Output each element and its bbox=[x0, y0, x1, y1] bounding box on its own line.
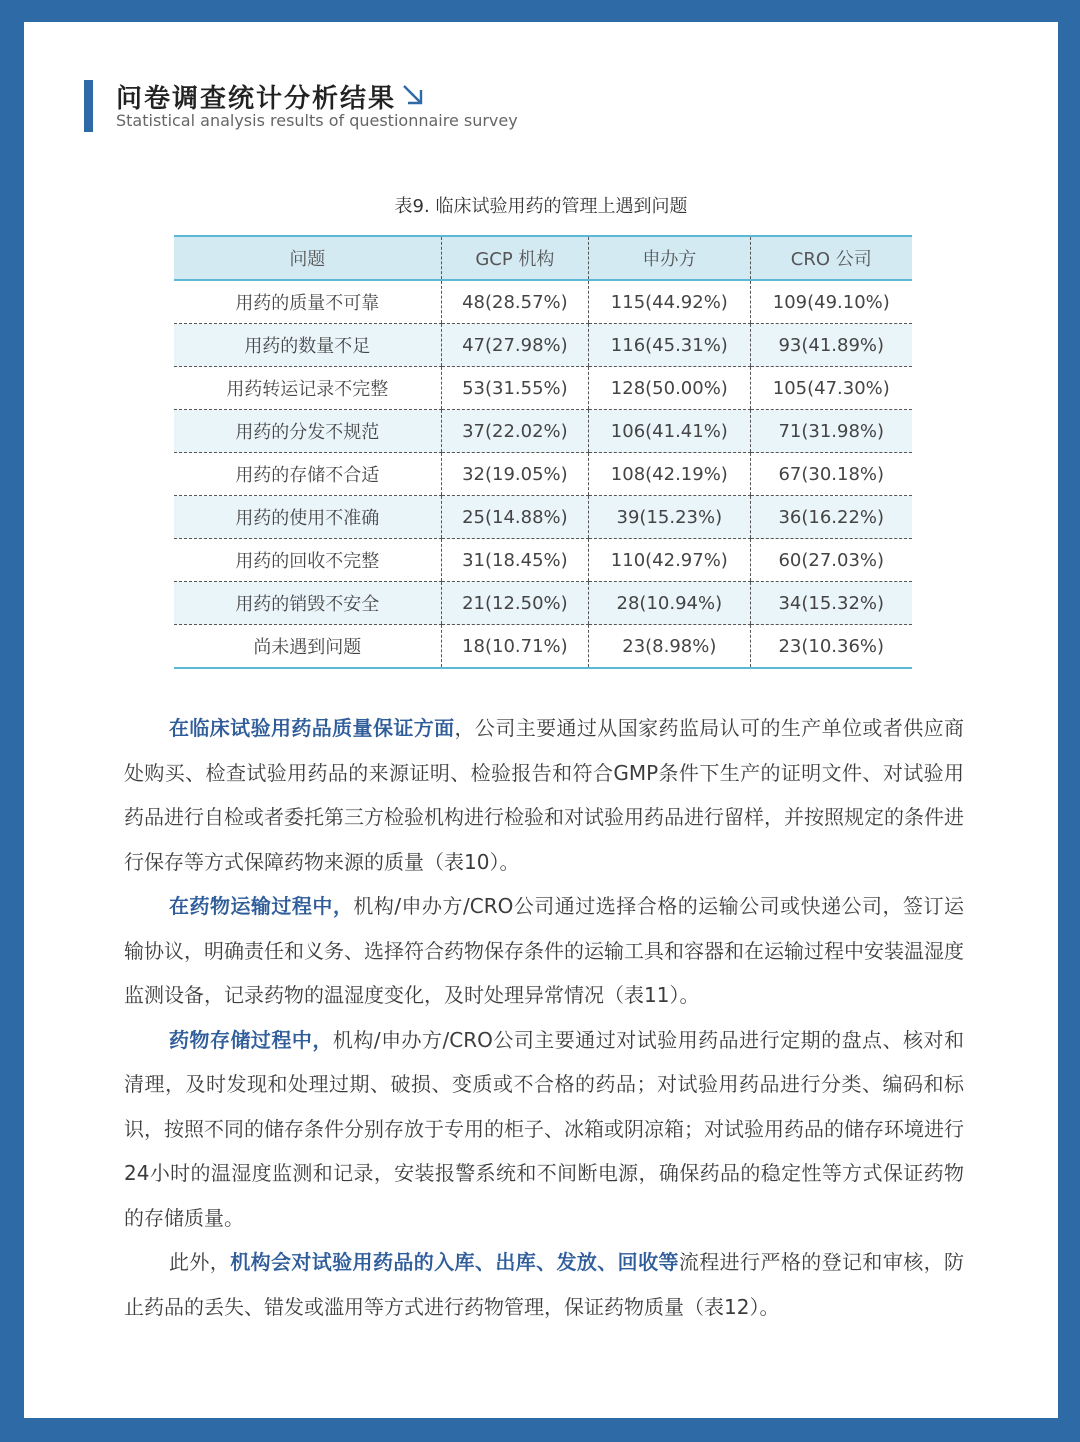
document-page bbox=[24, 22, 1058, 1418]
paragraph-text: 流程进行严格的登记和审核，防止药品的丢失、错发或滥用等方式进行药物管理，保证药物质量（表12）。 bbox=[124, 1250, 965, 1319]
cell-gcp: 31(18.45%) bbox=[441, 539, 588, 582]
cell-sponsor: 128(50.00%) bbox=[589, 367, 750, 410]
paragraph-quality-assurance bbox=[124, 706, 964, 884]
header-cell-gcp: GCP 机构 bbox=[441, 236, 588, 280]
row-label: 用药的存储不合适 bbox=[174, 453, 441, 496]
paragraph-transport bbox=[124, 884, 964, 1018]
cell-gcp: 21(12.50%) bbox=[441, 582, 588, 625]
table-row bbox=[174, 280, 912, 324]
paragraph-text: 机构/申办方/CRO公司通过选择合格的运输公司或快递公司，签订运输协议，明确责任和义务、选择符合药物保存条件的运输工具和容器和在运输过程中安装温湿度监测设备，记录药物的温湿度变化，及时处理异常情况（表11）。 bbox=[124, 894, 964, 1007]
paragraph-storage bbox=[124, 1018, 964, 1241]
paragraph-lead: 在药物运输过程中， bbox=[169, 894, 354, 918]
header-cell-cro: CRO 公司 bbox=[750, 236, 912, 280]
paragraph-lead: 药物存储过程中， bbox=[169, 1027, 333, 1052]
cell-sponsor: 39(15.23%) bbox=[589, 496, 750, 539]
cell-sponsor: 115(44.92%) bbox=[589, 280, 750, 324]
table-caption: 表9. 临床试验用药的管理上遇到问题 bbox=[394, 196, 688, 217]
table-row bbox=[174, 324, 912, 367]
cell-cro: 23(10.36%) bbox=[750, 625, 912, 669]
table-row bbox=[174, 410, 912, 453]
table-row bbox=[174, 367, 912, 410]
row-label: 用药的数量不足 bbox=[174, 324, 441, 367]
page-title: 问卷调查统计分析结果 bbox=[116, 84, 397, 114]
header-cell-question: 问题 bbox=[174, 236, 441, 280]
cell-cro: 71(31.98%) bbox=[750, 410, 912, 453]
cell-cro: 67(30.18%) bbox=[750, 453, 912, 496]
row-label: 尚未遇到问题 bbox=[174, 625, 441, 669]
body-text bbox=[124, 706, 964, 1329]
paragraph-text: ，公司主要通过从国家药监局认可的生产单位或者供应商处购买、检查试验用药品的来源证明、检验报告和符合GMP条件下生产的证明文件、对试验用药品进行自检或者委托第三方检验机构进行检验和对试验用药品进行留样，并按照规定的条件进行保存等方式保障药物来源的质量（表10）。 bbox=[124, 716, 965, 874]
row-label: 用药的回收不完整 bbox=[174, 539, 441, 582]
cell-cro: 60(27.03%) bbox=[750, 539, 912, 582]
cell-gcp: 37(22.02%) bbox=[441, 410, 588, 453]
cell-gcp: 32(19.05%) bbox=[441, 453, 588, 496]
arrow-down-right-icon bbox=[400, 82, 426, 108]
table-row bbox=[174, 625, 912, 669]
table-row bbox=[174, 453, 912, 496]
header-cell-sponsor: 申办方 bbox=[589, 236, 750, 280]
cell-gcp: 48(28.57%) bbox=[441, 280, 588, 324]
paragraph-pre: 此外， bbox=[169, 1250, 231, 1274]
problems-table bbox=[174, 235, 912, 669]
cell-gcp: 47(27.98%) bbox=[441, 324, 588, 367]
cell-cro: 105(47.30%) bbox=[750, 367, 912, 410]
cell-sponsor: 23(8.98%) bbox=[589, 625, 750, 669]
table-row bbox=[174, 582, 912, 625]
cell-cro: 34(15.32%) bbox=[750, 582, 912, 625]
table-row bbox=[174, 539, 912, 582]
row-label: 用药的销毁不安全 bbox=[174, 582, 441, 625]
title-accent-bar bbox=[84, 80, 93, 132]
cell-sponsor: 106(41.41%) bbox=[589, 410, 750, 453]
cell-cro: 93(41.89%) bbox=[750, 324, 912, 367]
paragraph-lead: 机构会对试验用药品的入库、出库、发放、回收等 bbox=[230, 1250, 679, 1274]
row-label: 用药转运记录不完整 bbox=[174, 367, 441, 410]
cell-gcp: 18(10.71%) bbox=[441, 625, 588, 669]
paragraph-text: 机构/申办方/CRO公司主要通过对试验用药品进行定期的盘点、核对和清理，及时发现和处理过期、破损、变质或不合格的药品；对试验用药品进行分类、编码和标识，按照不同的储存条件分别存放于专用的柜子、冰箱或阴凉箱；对试验用药品的储存环境进行24小时的温湿度监测和记录，安装报警系统和不间断电源，确保药品的稳定性等方式保证药物的存储质量。 bbox=[124, 1027, 964, 1230]
paragraph-lead: 在临床试验用药品质量保证方面 bbox=[169, 716, 455, 740]
cell-cro: 36(16.22%) bbox=[750, 496, 912, 539]
cell-sponsor: 110(42.97%) bbox=[589, 539, 750, 582]
row-label: 用药的使用不准确 bbox=[174, 496, 441, 539]
table-header-row bbox=[174, 236, 912, 280]
cell-sponsor: 116(45.31%) bbox=[589, 324, 750, 367]
cell-sponsor: 28(10.94%) bbox=[589, 582, 750, 625]
page-subtitle: Statistical analysis results of questionnaire survey bbox=[116, 111, 518, 130]
row-label: 用药的质量不可靠 bbox=[174, 280, 441, 324]
cell-gcp: 25(14.88%) bbox=[441, 496, 588, 539]
row-label: 用药的分发不规范 bbox=[174, 410, 441, 453]
cell-cro: 109(49.10%) bbox=[750, 280, 912, 324]
table-row bbox=[174, 496, 912, 539]
paragraph-management bbox=[124, 1240, 964, 1329]
cell-gcp: 53(31.55%) bbox=[441, 367, 588, 410]
cell-sponsor: 108(42.19%) bbox=[589, 453, 750, 496]
